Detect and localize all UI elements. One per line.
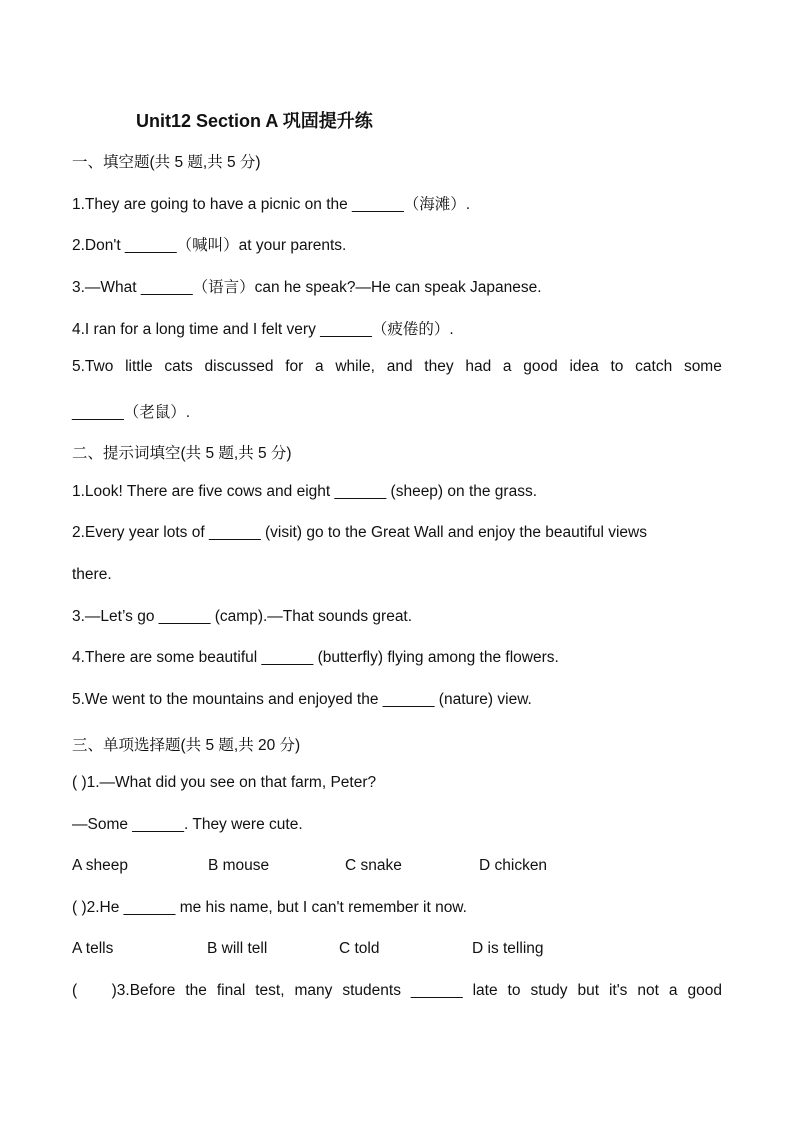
option-a: A tells bbox=[72, 940, 114, 957]
question-text: 3.—What ______（语言）can he speak?—He can speak Japanese. bbox=[72, 279, 542, 296]
question-text-justified: ( )3.Before the final test, many students ______ late to study but it's not a good bbox=[72, 982, 722, 999]
question-text: 5.We went to the mountains and enjoyed the ______ (nature) view. bbox=[72, 691, 532, 708]
section-heading-multiple-choice: 三、单项选择题(共 5 题,共 20 分) bbox=[72, 737, 301, 754]
question-text: 3.—Let’s go ______ (camp).—That sounds great. bbox=[72, 608, 413, 625]
question-text: ( )2.He ______ me his name, but I can't remember it now. bbox=[72, 899, 467, 916]
question-answer-stem: —Some ______. They were cute. bbox=[72, 816, 303, 833]
option-d: D is telling bbox=[472, 940, 544, 957]
question-text: 1.They are going to have a picnic on the ______（海滩）. bbox=[72, 196, 471, 213]
question-text: 4.I ran for a long time and I felt very ______（疲倦的）. bbox=[72, 321, 454, 338]
option-a: A sheep bbox=[72, 857, 129, 874]
question-text-justified: 5.Two little cats discussed for a while, and they had a good idea to catch some bbox=[72, 358, 722, 375]
page-title: Unit12 Section A 巩固提升练 bbox=[136, 111, 373, 131]
question-text: 2.Don't ______（喊叫）at your parents. bbox=[72, 237, 347, 254]
question-text-continued: there. bbox=[72, 566, 112, 583]
question-text: 2.Every year lots of ______ (visit) go to the Great Wall and enjoy the beautiful views bbox=[72, 524, 647, 541]
option-d: D chicken bbox=[479, 857, 548, 874]
section-heading-fill-blank: 一、填空题(共 5 题,共 5 分) bbox=[72, 154, 261, 171]
question-text: ( )1.—What did you see on that farm, Peter? bbox=[72, 774, 377, 791]
option-b: B mouse bbox=[208, 857, 270, 874]
section-heading-hint-words: 二、提示词填空(共 5 题,共 5 分) bbox=[72, 445, 292, 462]
question-text: 4.There are some beautiful ______ (butterfly) flying among the flowers. bbox=[72, 649, 559, 666]
option-c: C snake bbox=[345, 857, 402, 874]
question-text-continued: ______（老鼠）. bbox=[72, 404, 191, 421]
option-b: B will tell bbox=[207, 940, 268, 957]
question-text: 1.Look! There are five cows and eight ______ (sheep) on the grass. bbox=[72, 483, 538, 500]
option-c: C told bbox=[339, 940, 380, 957]
